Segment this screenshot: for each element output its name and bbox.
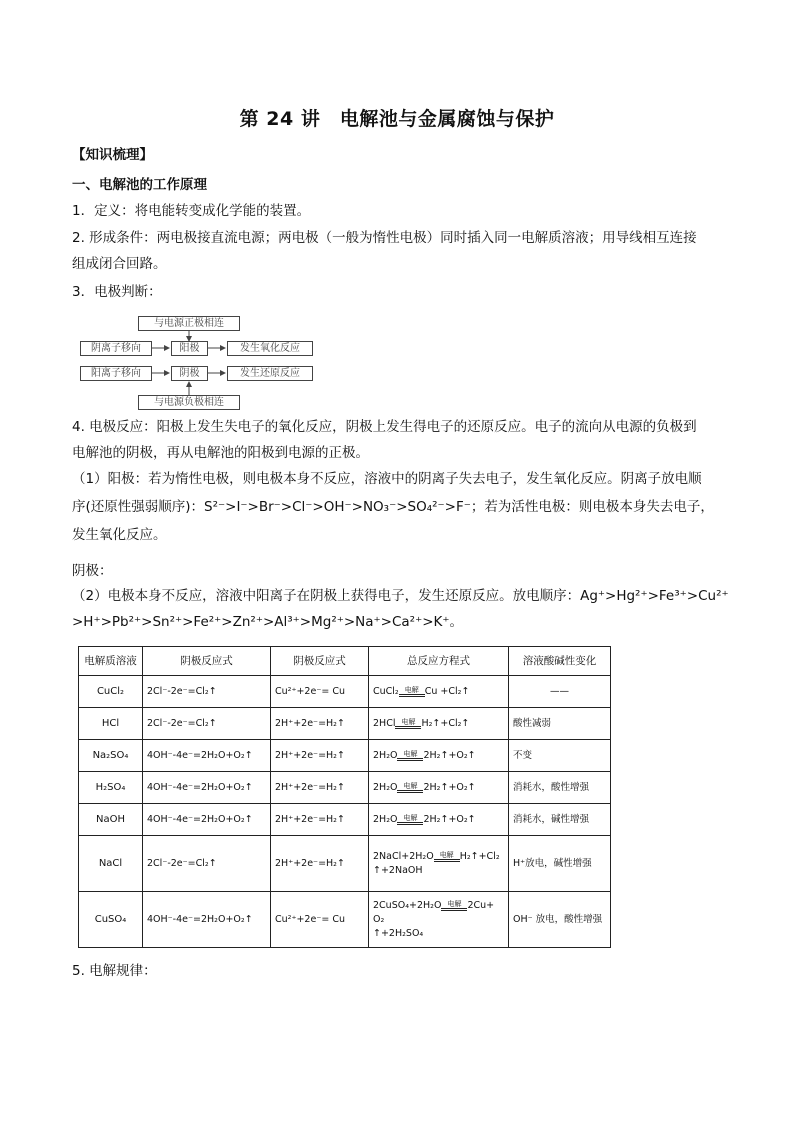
cell-cathode: 2H⁺+2e⁻=H₂↑: [271, 708, 369, 740]
cell-cathode: Cu²⁺+2e⁻= Cu: [271, 676, 369, 708]
cell-solution: H₂SO₄: [79, 772, 143, 804]
cell-change: 消耗水，碱性增强: [509, 804, 611, 836]
cell-total: 2H₂O 电解 2H₂↑+O₂↑: [369, 772, 509, 804]
para-conditions-2: 组成闭合回路。: [72, 256, 167, 272]
cell-anode: 4OH⁻-4e⁻=2H₂O+O₂↑: [143, 892, 271, 948]
header-anode: 阴极反应式: [143, 647, 271, 676]
cell-cathode: 2H⁺+2e⁻=H₂↑: [271, 836, 369, 892]
table-row: [79, 708, 611, 740]
cell-total: 2CuSO₄+2H₂O 电解 2Cu+ O₂ ↑+2H₂SO₄: [369, 892, 509, 948]
box-anode: 阳极: [171, 341, 208, 356]
cell-change: H⁺放电，碱性增强: [509, 836, 611, 892]
box-negative-terminal: 与电源负极相连: [138, 395, 240, 410]
header-cathode: 阴极反应式: [271, 647, 369, 676]
cell-total: CuCl₂ 电解 Cu +Cl₂↑: [369, 676, 509, 708]
box-oxidation: 发生氧化反应: [227, 341, 313, 356]
cell-solution: CuSO₄: [79, 892, 143, 948]
box-cathode: 阴极: [171, 366, 208, 381]
cell-solution: HCl: [79, 708, 143, 740]
box-positive-terminal: 与电源正极相连: [138, 316, 240, 331]
box-reduction: 发生还原反应: [227, 366, 313, 381]
para-cathode-label: 阴极：: [72, 563, 113, 579]
table-row: [79, 804, 611, 836]
section-tag: 【知识梳理】: [72, 147, 153, 163]
electrode-diagram: [78, 314, 318, 414]
cell-change: ——: [509, 676, 611, 708]
header-change: 溶液酸碱性变化: [509, 647, 611, 676]
cell-anode: 2Cl⁻-2e⁻=Cl₂↑: [143, 836, 271, 892]
cell-cathode: 2H⁺+2e⁻=H₂↑: [271, 804, 369, 836]
cell-total: 2NaCl+2H₂O 电解 H₂↑+Cl₂ ↑+2NaOH: [369, 836, 509, 892]
cell-total: 2H₂O 电解 2H₂↑+O₂↑: [369, 804, 509, 836]
para-definition: 1．定义：将电能转变成化学能的装置。: [72, 203, 311, 219]
para-electrolysis-rules: 5. 电解规律：: [72, 963, 157, 979]
cell-anode: 4OH⁻-4e⁻=2H₂O+O₂↑: [143, 772, 271, 804]
cell-solution: NaOH: [79, 804, 143, 836]
cell-change: 消耗水，酸性增强: [509, 772, 611, 804]
cell-anode: 2Cl⁻-2e⁻=Cl₂↑: [143, 676, 271, 708]
table-row: [79, 676, 611, 708]
para-conditions-1: 2. 形成条件：两电极接直流电源；两电极（一般为惰性电极）同时插入同一电解质溶液；用导线相互连接: [72, 230, 697, 246]
cell-cathode: 2H⁺+2e⁻=H₂↑: [271, 772, 369, 804]
para-anode-1: （1）阳极：若为惰性电极，则电极本身不反应，溶液中的阴离子失去电子，发生氧化反应。阴离子放电顺: [72, 471, 702, 487]
cell-anode: 4OH⁻-4e⁻=2H₂O+O₂↑: [143, 740, 271, 772]
table-header-row: [79, 647, 611, 676]
para-anode-3: 发生氧化反应。: [72, 527, 167, 543]
cell-solution: NaCl: [79, 836, 143, 892]
para-cathode-1: （2）电极本身不反应，溶液中阳离子在阴极上获得电子，发生还原反应。放电顺序：Ag⁺>Hg²⁺>Fe³⁺>Cu²⁺: [72, 588, 729, 604]
cell-anode: 2Cl⁻-2e⁻=Cl₂↑: [143, 708, 271, 740]
page-title: 第 24 讲 电解池与金属腐蚀与保护: [239, 108, 555, 130]
cell-cathode: 2H⁺+2e⁻=H₂↑: [271, 740, 369, 772]
header-solution: 电解质溶液: [79, 647, 143, 676]
electrolysis-table: [78, 646, 611, 948]
heading-principle: 一、电解池的工作原理: [72, 177, 207, 193]
table-row: [79, 892, 611, 948]
cell-total: 2H₂O 电解 2H₂↑+O₂↑: [369, 740, 509, 772]
para-electrode-reaction-1: 4. 电极反应：阳极上发生失电子的氧化反应，阴极上发生得电子的还原反应。电子的流向从电源的负极到: [72, 419, 697, 435]
cell-solution: CuCl₂: [79, 676, 143, 708]
cell-change: 酸性减弱: [509, 708, 611, 740]
cell-total: 2HCl 电解 H₂↑+Cl₂↑: [369, 708, 509, 740]
table-row: [79, 772, 611, 804]
para-cathode-2: >H⁺>Pb²⁺>Sn²⁺>Fe²⁺>Zn²⁺>Al³⁺>Mg²⁺>Na⁺>Ca²⁺>K⁺。: [72, 614, 464, 630]
table-row: [79, 740, 611, 772]
cell-change: 不变: [509, 740, 611, 772]
cell-cathode: Cu²⁺+2e⁻= Cu: [271, 892, 369, 948]
cell-change: OH⁻ 放电，酸性增强: [509, 892, 611, 948]
box-anion-move: 阴离子移向: [80, 341, 152, 356]
header-total: 总反应方程式: [369, 647, 509, 676]
para-electrode-judgement: 3．电极判断：: [72, 284, 162, 300]
box-cation-move: 阳离子移向: [80, 366, 152, 381]
cell-solution: Na₂SO₄: [79, 740, 143, 772]
cell-anode: 4OH⁻-4e⁻=2H₂O+O₂↑: [143, 804, 271, 836]
para-anode-2: 序(还原性强弱顺序)：S²⁻>I⁻>Br⁻>Cl⁻>OH⁻>NO₃⁻>SO₄²⁻>F⁻；若为活性电极：则电极本身失去电子，: [72, 499, 714, 515]
table-row: [79, 836, 611, 892]
para-electrode-reaction-2: 电解池的阴极，再从电解池的阳极到电源的正极。: [72, 445, 369, 461]
